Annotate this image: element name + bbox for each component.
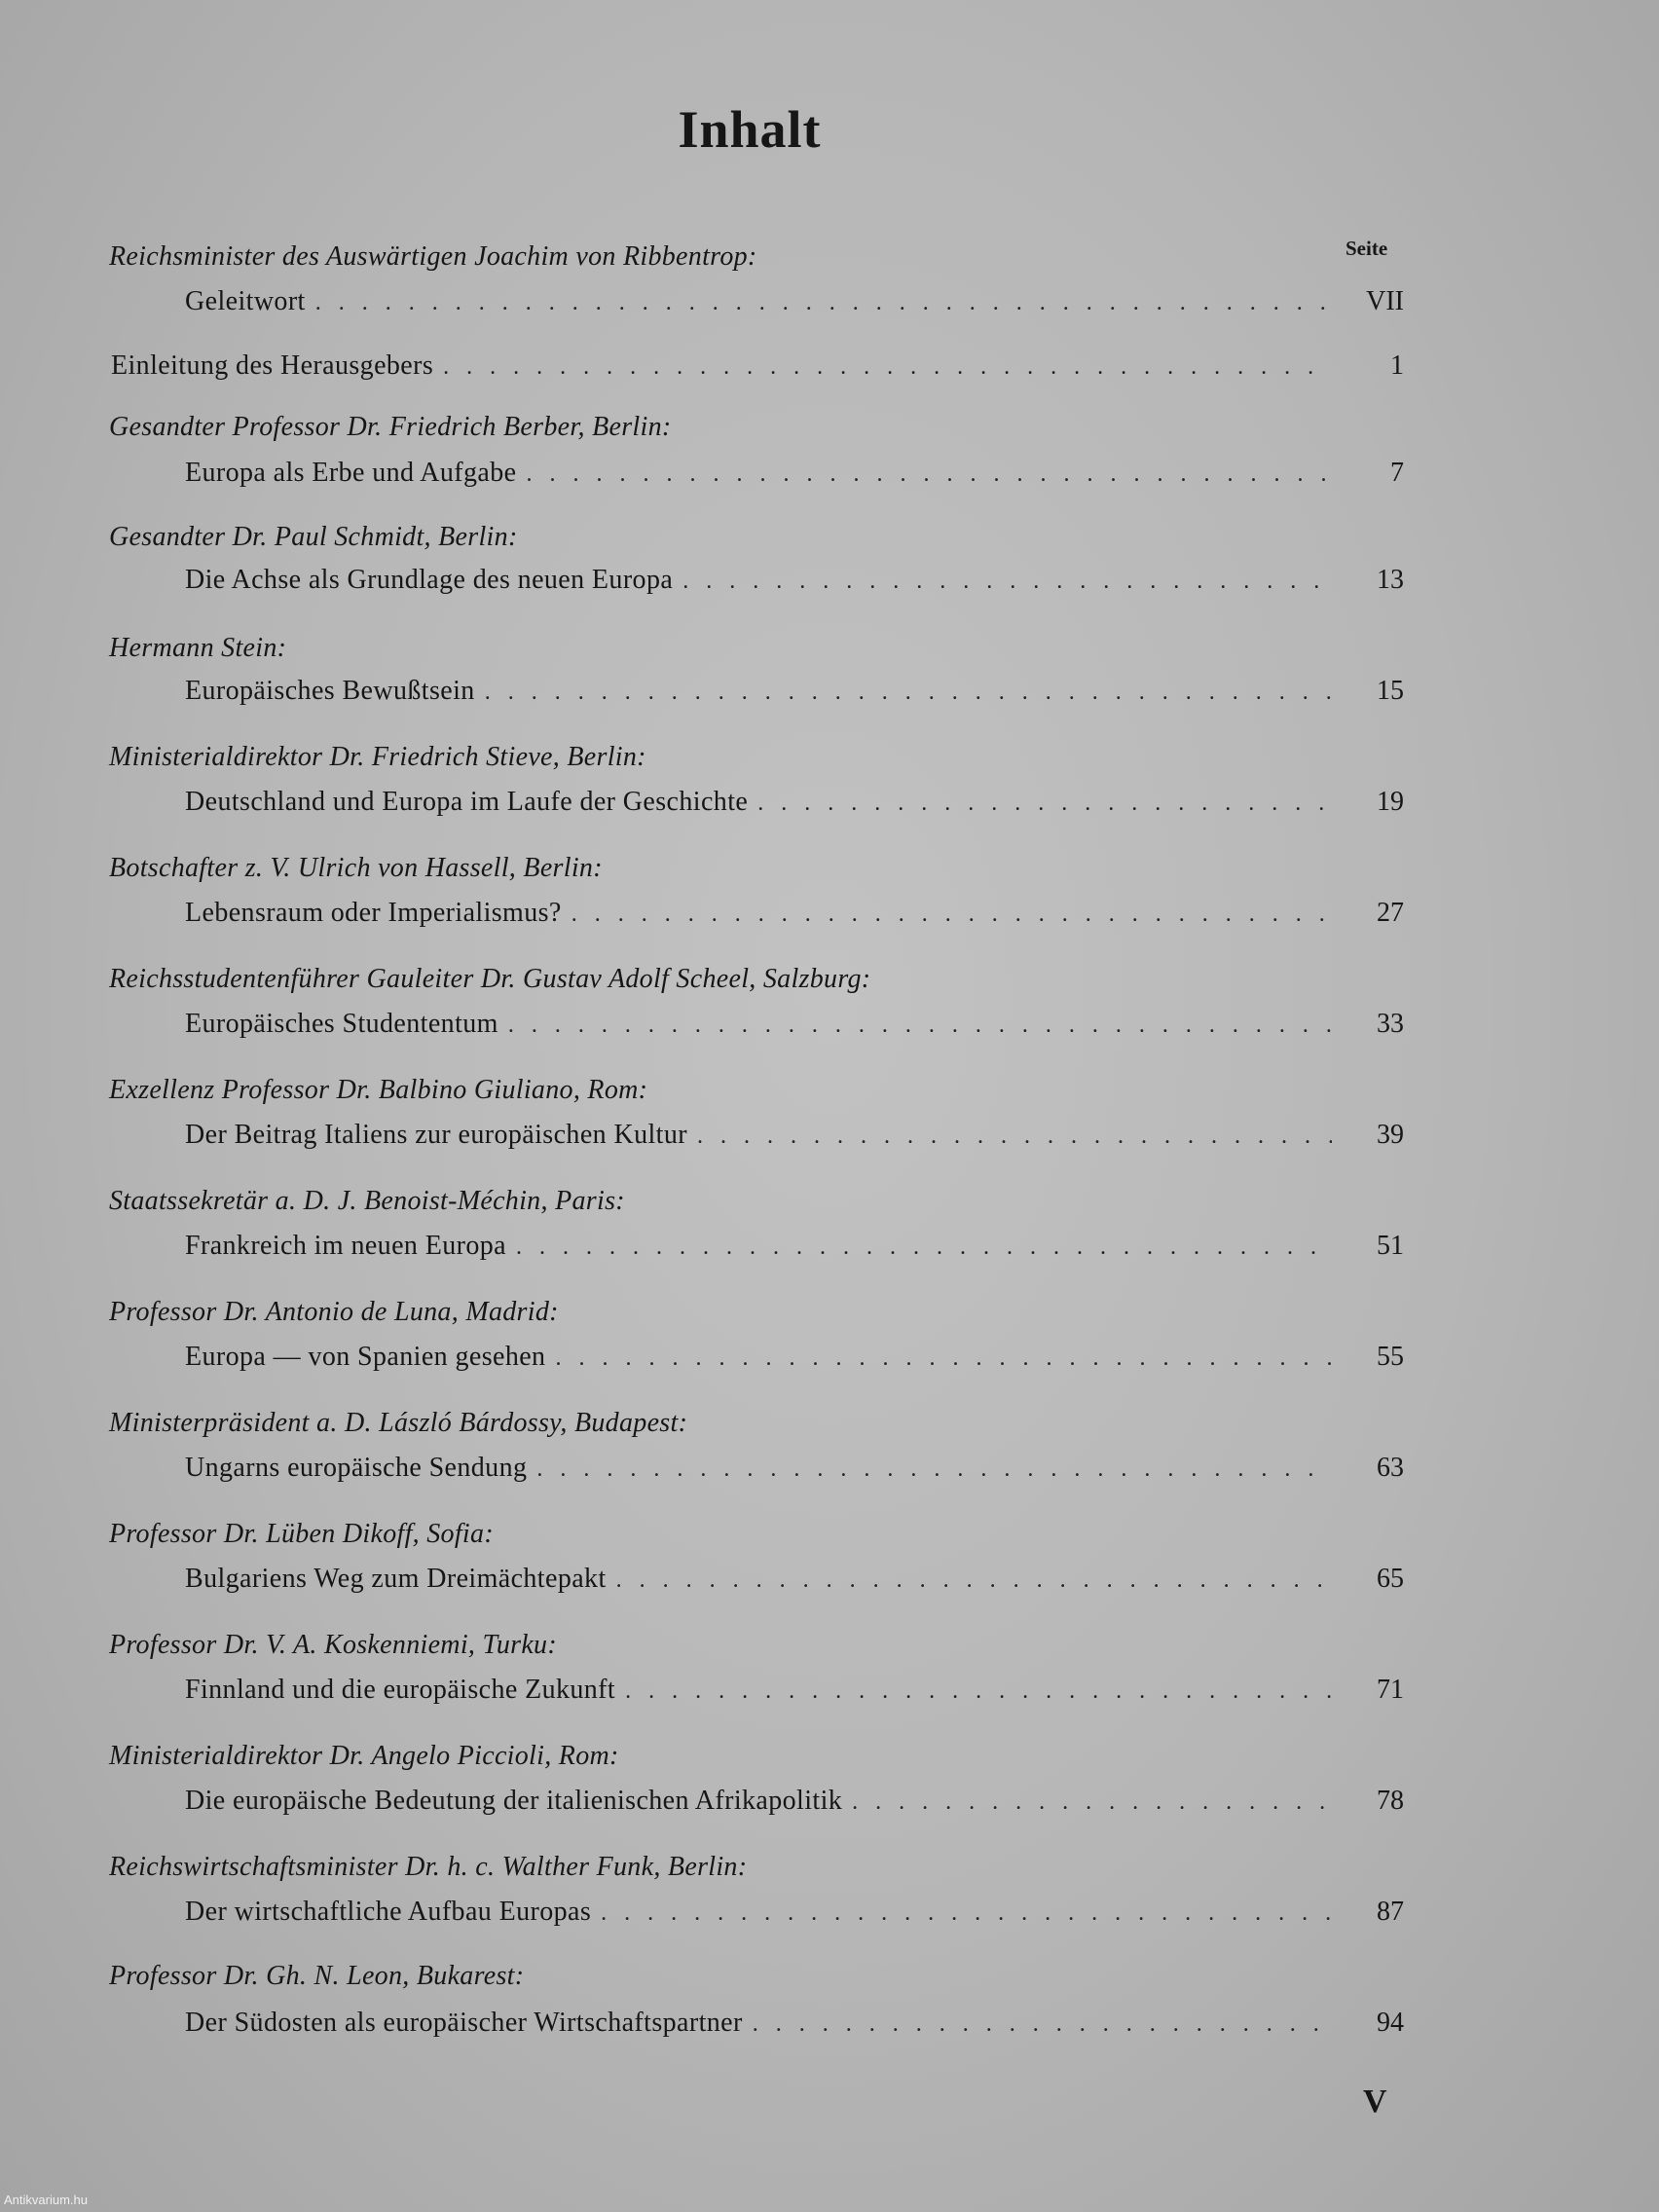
toc-entry[interactable] xyxy=(185,1342,1404,1377)
toc-entry-page: 87 xyxy=(1377,1897,1404,1927)
leader-dots xyxy=(516,1235,1332,1261)
toc-entry-title: Frankreich im neuen Europa xyxy=(185,1231,506,1261)
toc-author: Botschafter z. V. Ulrich von Hassell, Berlin: xyxy=(109,853,603,883)
toc-author: Professor Dr. Lüben Dikoff, Sofia: xyxy=(109,1519,494,1549)
toc-entry-page: 71 xyxy=(1377,1675,1404,1705)
toc-author: Exzellenz Professor Dr. Balbino Giuliano, Rom: xyxy=(109,1075,648,1105)
toc-entry[interactable] xyxy=(185,286,1404,321)
toc-entry-page: 7 xyxy=(1390,458,1404,488)
leader-dots xyxy=(571,902,1332,928)
toc-entry[interactable] xyxy=(185,1897,1404,1932)
leader-dots xyxy=(852,1789,1332,1816)
toc-entry-page: 65 xyxy=(1377,1564,1404,1594)
leader-dots xyxy=(485,680,1332,706)
toc-author: Reichsstudentenführer Gauleiter Dr. Gustav Adolf Scheel, Salzburg: xyxy=(109,964,871,994)
toc-author: Professor Dr. Antonio de Luna, Madrid: xyxy=(109,1297,559,1327)
toc-entry[interactable] xyxy=(185,1009,1404,1044)
toc-entry-title: Lebensraum oder Imperialismus? xyxy=(185,898,562,928)
leader-dots xyxy=(526,461,1332,488)
toc-entry[interactable] xyxy=(111,350,1404,386)
page-number: V xyxy=(1363,2083,1387,2120)
toc-author: Ministerpräsident a. D. László Bárdossy, Budapest: xyxy=(109,1408,688,1438)
leader-dots xyxy=(555,1346,1332,1372)
leader-dots xyxy=(682,569,1332,595)
toc-entry-page: 63 xyxy=(1377,1453,1404,1483)
toc-entry-page: 78 xyxy=(1377,1786,1404,1816)
leader-dots xyxy=(601,1900,1332,1927)
toc-author: Hermann Stein: xyxy=(109,633,287,663)
toc-entry[interactable] xyxy=(185,1786,1404,1821)
toc-entry-page: 94 xyxy=(1377,2008,1404,2038)
toc-author: Ministerialdirektor Dr. Angelo Piccioli, Rom: xyxy=(109,1741,619,1771)
toc-entry[interactable] xyxy=(185,1564,1404,1599)
leader-dots xyxy=(536,1456,1332,1483)
toc-entry[interactable] xyxy=(185,1453,1404,1488)
toc-author: Staatssekretär a. D. J. Benoist-Méchin, Paris: xyxy=(109,1186,625,1216)
toc-entry[interactable] xyxy=(185,1120,1404,1155)
toc-entry-title: Der Südosten als europäischer Wirtschaftspartner xyxy=(185,2008,743,2038)
toc-entry[interactable] xyxy=(185,1675,1404,1710)
toc-entry-title: Einleitung des Herausgebers xyxy=(111,350,434,381)
leader-dots xyxy=(508,1013,1332,1039)
toc-entry-page: VII xyxy=(1366,286,1404,316)
toc-entry-page: 39 xyxy=(1377,1120,1404,1150)
leader-dots xyxy=(616,1567,1332,1594)
toc-entry[interactable] xyxy=(185,1231,1404,1266)
toc-entry-page: 33 xyxy=(1377,1009,1404,1039)
toc-author: Ministerialdirektor Dr. Friedrich Stieve, Berlin: xyxy=(109,742,646,772)
leader-dots xyxy=(315,290,1332,316)
toc-entry-title: Finnland und die europäische Zukunft xyxy=(185,1675,616,1705)
toc-author: Gesandter Professor Dr. Friedrich Berber, Berlin: xyxy=(109,412,672,442)
toc-author: Reichswirtschaftsminister Dr. h. c. Walther Funk, Berlin: xyxy=(109,1852,748,1882)
toc-entry-page: 13 xyxy=(1377,565,1404,595)
toc-entry-page: 27 xyxy=(1377,898,1404,928)
toc-entry-page: 1 xyxy=(1390,350,1404,381)
toc-entry[interactable] xyxy=(185,676,1404,711)
leader-dots xyxy=(625,1678,1332,1705)
toc-entry-title: Europa — von Spanien gesehen xyxy=(185,1342,546,1372)
leader-dots xyxy=(443,354,1332,381)
toc-entry-page: 19 xyxy=(1377,787,1404,817)
watermark-text: Antikvarium.hu xyxy=(4,2193,88,2207)
page-title: Inhalt xyxy=(678,100,822,159)
toc-entry-title: Europäisches Bewußtsein xyxy=(185,676,475,706)
toc-entry[interactable] xyxy=(185,787,1404,822)
toc-entry-page: 15 xyxy=(1377,676,1404,706)
leader-dots xyxy=(753,2011,1332,2038)
toc-author: Gesandter Dr. Paul Schmidt, Berlin: xyxy=(109,522,518,552)
toc-author: Professor Dr. V. A. Koskenniemi, Turku: xyxy=(109,1630,557,1660)
leader-dots xyxy=(757,791,1332,817)
toc-entry-page: 51 xyxy=(1377,1231,1404,1261)
toc-entry-title: Bulgariens Weg zum Dreimächtepakt xyxy=(185,1564,607,1594)
toc-entry[interactable] xyxy=(185,458,1404,493)
toc-entry-title: Deutschland und Europa im Laufe der Geschichte xyxy=(185,787,749,817)
toc-entry-title: Europa als Erbe und Aufgabe xyxy=(185,458,517,488)
toc-entry-title: Der wirtschaftliche Aufbau Europas xyxy=(185,1897,592,1927)
toc-entry-title: Die europäische Bedeutung der italienischen Afrikapolitik xyxy=(185,1786,843,1816)
toc-entry-title: Der Beitrag Italiens zur europäischen Kultur xyxy=(185,1120,687,1150)
toc-entry-title: Geleitwort xyxy=(185,286,306,316)
toc-entry-title: Ungarns europäische Sendung xyxy=(185,1453,528,1483)
page-column-label: Seite xyxy=(1346,237,1388,260)
toc-entry-title: Die Achse als Grundlage des neuen Europa xyxy=(185,565,674,595)
toc-author: Professor Dr. Gh. N. Leon, Bukarest: xyxy=(109,1961,525,1991)
toc-entry-page: 55 xyxy=(1377,1342,1404,1372)
toc-entry[interactable] xyxy=(185,565,1404,600)
toc-author: Reichsminister des Auswärtigen Joachim von Ribbentrop: xyxy=(109,241,757,272)
toc-entry[interactable] xyxy=(185,898,1404,933)
toc-entry[interactable] xyxy=(185,2008,1404,2043)
leader-dots xyxy=(697,1124,1332,1150)
toc-entry-title: Europäisches Studententum xyxy=(185,1009,498,1039)
